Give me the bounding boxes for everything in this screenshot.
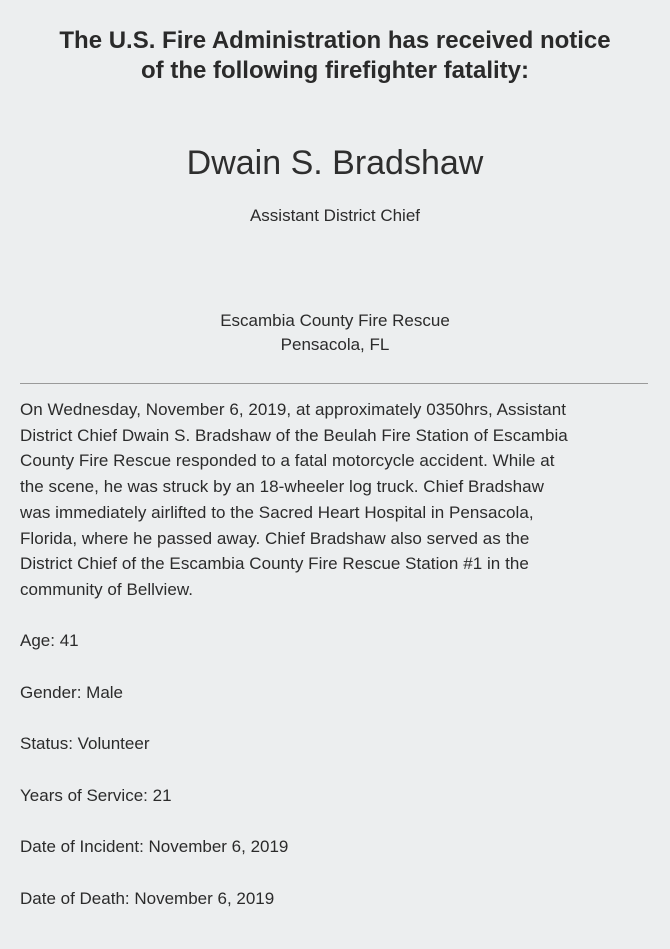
fact-value: November 6, 2019 xyxy=(134,888,275,908)
narrative-line: Florida, where he passed away. Chief Bradshaw also served as the xyxy=(20,528,530,548)
fact-label: Date of Death: xyxy=(20,888,135,908)
narrative-line: was immediately airlifted to the Sacred Heart Hospital in Pensacola, xyxy=(20,502,534,522)
narrative-line: District Chief Dwain S. Bradshaw of the Beulah Fire Station of Escambia xyxy=(20,425,568,445)
fact-value: Male xyxy=(86,682,124,702)
narrative-line: County Fire Rescue responded to a fatal motorcycle accident. While at xyxy=(20,451,555,471)
fatality-facts-list xyxy=(20,629,650,939)
notice-heading-line-1: The U.S. Fire Administration has received notice xyxy=(59,27,611,54)
fact-value: 21 xyxy=(152,785,172,805)
section-divider xyxy=(20,383,648,384)
fact-date-of-death xyxy=(20,887,650,939)
fact-value: 41 xyxy=(59,631,79,650)
notice-heading xyxy=(0,26,670,86)
department-info xyxy=(0,309,670,357)
fact-label: Years of Service: xyxy=(20,785,153,805)
incident-narrative xyxy=(20,397,660,603)
fact-age xyxy=(20,629,650,681)
fact-label: Gender: xyxy=(20,682,87,702)
fact-gender xyxy=(20,681,650,733)
narrative-line: District Chief of the Escambia County Fire Rescue Station #1 in the xyxy=(20,554,529,574)
fact-label: Date of Incident: xyxy=(20,837,149,857)
notice-heading-line-2: of the following firefighter fatality: xyxy=(141,57,529,84)
fact-years-of-service xyxy=(20,784,650,836)
fact-label: Status: xyxy=(20,734,78,754)
firefighter-name: Dwain S. Bradshaw xyxy=(186,144,484,182)
fact-status xyxy=(20,732,650,784)
narrative-line: On Wednesday, November 6, 2019, at approximately 0350hrs, Assistant xyxy=(20,400,567,419)
fact-value: November 6, 2019 xyxy=(148,837,289,857)
department-location: Pensacola, FL xyxy=(280,335,390,354)
fact-label: Age: xyxy=(20,631,60,650)
narrative-line: community of Bellview. xyxy=(20,579,194,599)
narrative-line: the scene, he was struck by an 18-wheeler log truck. Chief Bradshaw xyxy=(20,477,544,497)
fact-date-of-incident xyxy=(20,835,650,887)
firefighter-rank: Assistant District Chief xyxy=(249,206,421,225)
fact-value: Volunteer xyxy=(77,734,150,754)
department-name: Escambia County Fire Rescue xyxy=(220,311,450,330)
